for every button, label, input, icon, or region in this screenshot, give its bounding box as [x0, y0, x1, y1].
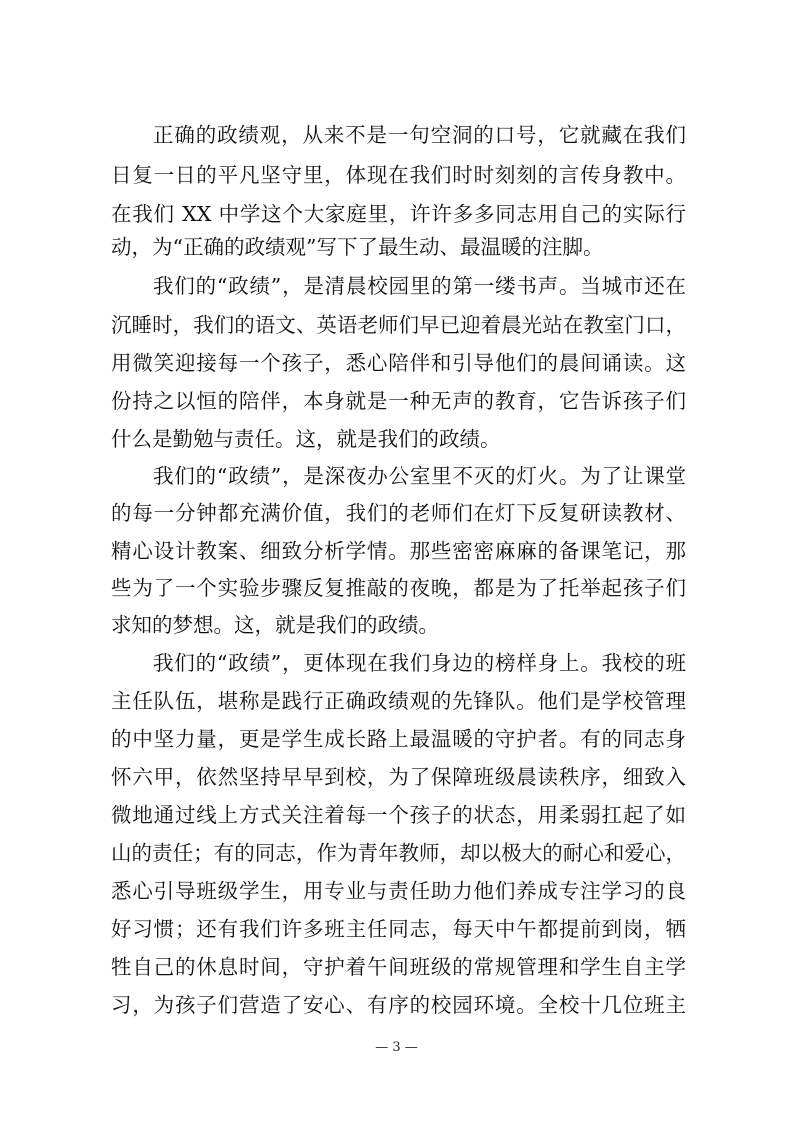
text-line: 动，为“正确的政绩观”写下了最生动、最温暖的注脚。: [111, 235, 604, 259]
text-line: 正确的政绩观，从来不是一句空洞的口号，它就藏在我们: [153, 123, 686, 147]
text-line: 怀六甲，依然坚持早早到校，为了保障班级晨读秩序，细致入: [111, 765, 686, 789]
text-line: 习，为孩子们营造了安心、有序的校园环境。全校十几位班主: [111, 993, 686, 1017]
text-line: 我们的“政绩”，更体现在我们身边的榜样身上。我校的班: [153, 651, 686, 675]
text-line: 牲自己的休息时间，守护着午间班级的常规管理和学生自主学: [111, 955, 686, 979]
text-line: 些为了一个实验步骤反复推敲的夜晚，都是为了托举起孩子们: [111, 576, 686, 600]
text-line: 山的责任；有的同志，作为青年教师，却以极大的耐心和爱心，: [111, 841, 686, 865]
text-line: 的中坚力量，更是学生成长路上最温暖的守护者。有的同志身: [111, 727, 686, 751]
page-number: — 3 —: [375, 1040, 418, 1055]
text-line: 在我们 XX 中学这个大家庭里，许许多多同志用自己的实际行: [111, 202, 686, 226]
text-line: 求知的梦想。这，就是我们的政绩。: [111, 613, 439, 637]
text-line: 份持之以恒的陪伴，本身就是一种无声的教育，它告诉孩子们: [111, 389, 686, 413]
text-line: 悉心引导班级学生，用专业与责任助力他们养成专注学习的良: [111, 879, 686, 903]
text-line: 我们的“政绩”，是清晨校园里的第一缕书声。当城市还在: [153, 274, 686, 298]
text-line: 主任队伍，堪称是践行正确政绩观的先锋队。他们是学校管理: [111, 689, 686, 713]
text-line: 的每一分钟都充满价值，我们的老师们在灯下反复研读教材、: [111, 501, 686, 525]
text-line: 微地通过线上方式关注着每一个孩子的状态，用柔弱扛起了如: [111, 803, 686, 827]
text-line: 用微笑迎接每一个孩子，悉心陪伴和引导他们的晨间诵读。这: [111, 351, 686, 375]
text-line: 我们的“政绩”，是深夜办公室里不灭的灯火。为了让课堂: [153, 464, 686, 488]
text-line: 日复一日的平凡坚守里，体现在我们时时刻刻的言传身教中。: [111, 163, 686, 187]
text-line: 好习惯；还有我们许多班主任同志，每天中午都提前到岗，牺: [111, 917, 686, 941]
text-line: 精心设计教案、细致分析学情。那些密密麻麻的备课笔记，那: [111, 539, 686, 563]
text-line: 什么是勤勉与责任。这，就是我们的政绩。: [111, 427, 501, 451]
text-line: 沉睡时，我们的语文、英语老师们早已迎着晨光站在教室门口，: [111, 313, 686, 337]
